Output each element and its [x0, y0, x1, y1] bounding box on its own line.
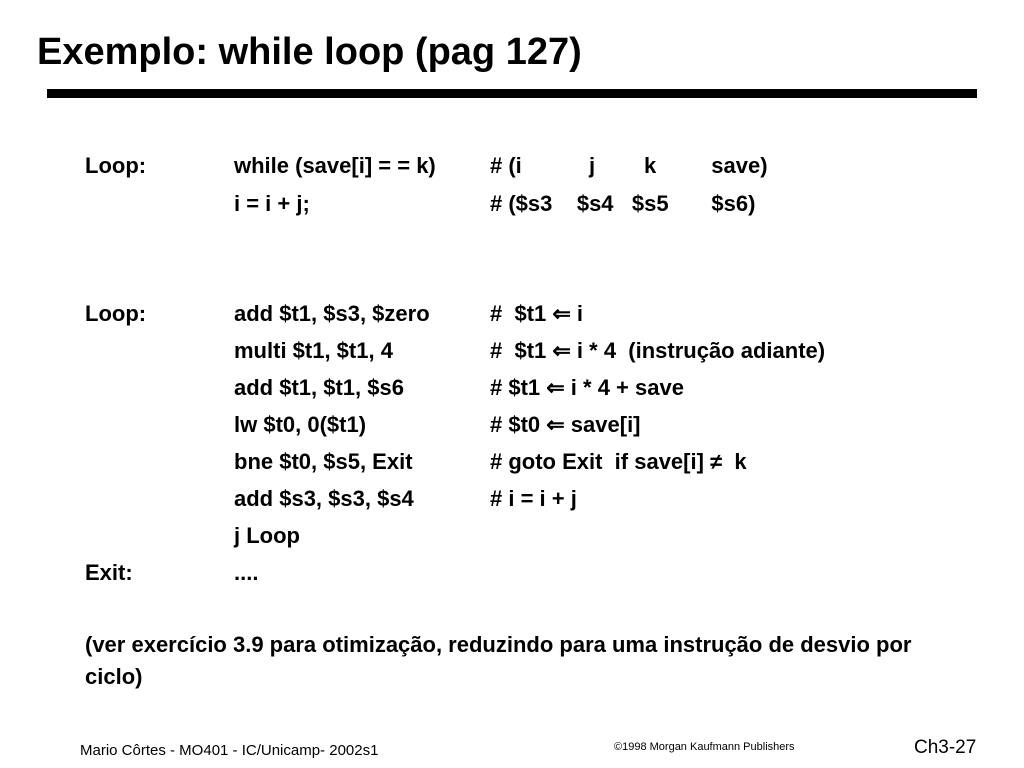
asm-instruction-7: j Loop [234, 523, 300, 548]
title-divider [47, 89, 977, 98]
asm-comment-2: # $t1 ⇐ i * 4 (instrução adiante) [490, 338, 826, 363]
c-comment-line-1: # (i j k save) [490, 153, 768, 178]
slide-title: Exemplo: while loop (pag 127) [37, 31, 582, 73]
exercise-note: (ver exercício 3.9 para otimização, reduzindo para uma instrução de desvio por ciclo) [85, 632, 912, 689]
asm-comment-3: # $t1 ⇐ i * 4 + save [490, 375, 684, 400]
asm-instruction-4: lw $t0, 0($t1) [234, 412, 367, 437]
asm-comment-4: # $t0 ⇐ save[i] [490, 412, 641, 437]
asm-instruction-5: bne $t0, $s5, Exit [234, 449, 413, 474]
asm-comment-1: # $t1 ⇐ i [490, 301, 584, 326]
asm-instruction-3: add $t1, $t1, $s6 [234, 375, 404, 400]
asm-comment-5: # goto Exit if save[i] ≠ k [490, 449, 747, 474]
c-code-line-2: i = i + j; [234, 191, 310, 216]
asm-instruction-6: add $s3, $s3, $s4 [234, 486, 414, 511]
asm-instruction-1: add $t1, $s3, $zero [234, 301, 430, 326]
asm-instruction-8: .... [234, 560, 259, 585]
footer-author: Mario Côrtes - MO401 - IC/Unicamp- 2002s1 [80, 742, 379, 759]
footer-copyright: ©1998 Morgan Kaufmann Publishers [614, 741, 795, 753]
c-comment-line-2: # ($s3 $s4 $s5 $s6) [490, 191, 756, 216]
asm-exit-label: Exit: [85, 560, 133, 585]
c-code-line-1: while (save[i] = = k) [234, 153, 436, 178]
asm-comment-6: # i = i + j [490, 486, 577, 511]
asm-loop-label: Loop: [85, 301, 147, 326]
c-loop-label: Loop: [85, 153, 147, 178]
asm-instruction-2: multi $t1, $t1, 4 [234, 338, 393, 363]
footer-page-number: Ch3-27 [914, 737, 977, 758]
